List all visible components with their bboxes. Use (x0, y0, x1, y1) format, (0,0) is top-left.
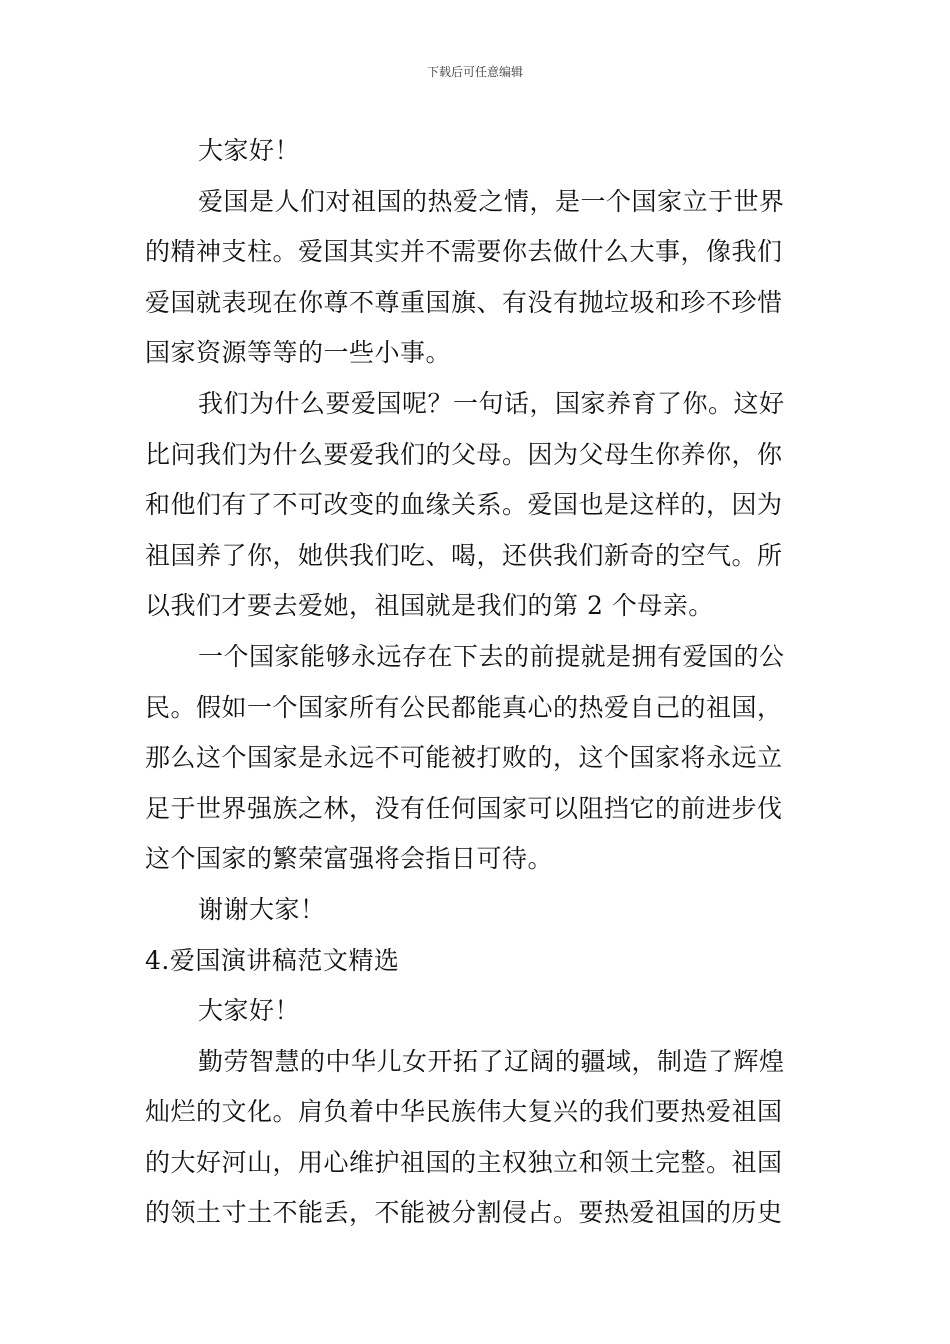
text-line: 我们为什么要爱国呢？一句话，国家养育了你。这好 (198, 388, 785, 418)
text-line: 爱国是人们对祖国的热爱之情，是一个国家立于世界 (198, 186, 785, 216)
page-header: 下载后可任意编辑 (426, 65, 523, 79)
text-line: 谢谢大家！ (198, 894, 326, 924)
text-line: 祖国养了你，她供我们吃、喝，还供我们新奇的空气。所 (145, 540, 783, 570)
document-body (145, 126, 807, 1239)
text-line: 国家资源等等的一些小事。 (145, 338, 452, 368)
text-line: 的精神支柱。爱国其实并不需要你去做什么大事，像我们 (145, 237, 783, 267)
text-line: 大家好！ (198, 136, 301, 165)
text-line: 这个国家的繁荣富强将会指日可待。 (145, 844, 554, 874)
text-line: 的大好河山，用心维护祖国的主权独立和领土完整。祖国 (145, 1147, 783, 1177)
text-line: 那么这个国家是永远不可能被打败的，这个国家将永远立 (145, 743, 783, 773)
text-line: 的领土寸土不能丢，不能被分割侵占。要热爱祖国的历史 (145, 1198, 783, 1228)
text-line: 勤劳智慧的中华儿女开拓了辽阔的疆域，制造了辉煌 (198, 1046, 785, 1076)
text-line: 足于世界强族之林，没有任何国家可以阻挡它的前进步伐 (145, 793, 783, 823)
text-line: 爱国就表现在你尊不尊重国旗、有没有抛垃圾和珍不珍惜 (145, 287, 783, 317)
text-line: 灿烂的文化。肩负着中华民族伟大复兴的我们要热爱祖国 (145, 1097, 783, 1127)
text-line: 4.爱国演讲稿范文精选 (145, 945, 400, 975)
text-line: 比问我们为什么要爱我们的父母。因为父母生你养你，你 (145, 439, 783, 469)
text-line: 民。假如一个国家所有公民都能真心的热爱自己的祖国， (145, 692, 783, 722)
text-line: 一个国家能够永远存在下去的前提就是拥有爱国的公 (198, 641, 785, 671)
text-line: 和他们有了不可改变的血缘关系。爱国也是这样的，因为 (145, 490, 783, 520)
text-line: 以我们才要去爱她，祖国就是我们的第 2 个母亲。 (145, 591, 714, 621)
text-line: 大家好！ (198, 996, 301, 1026)
